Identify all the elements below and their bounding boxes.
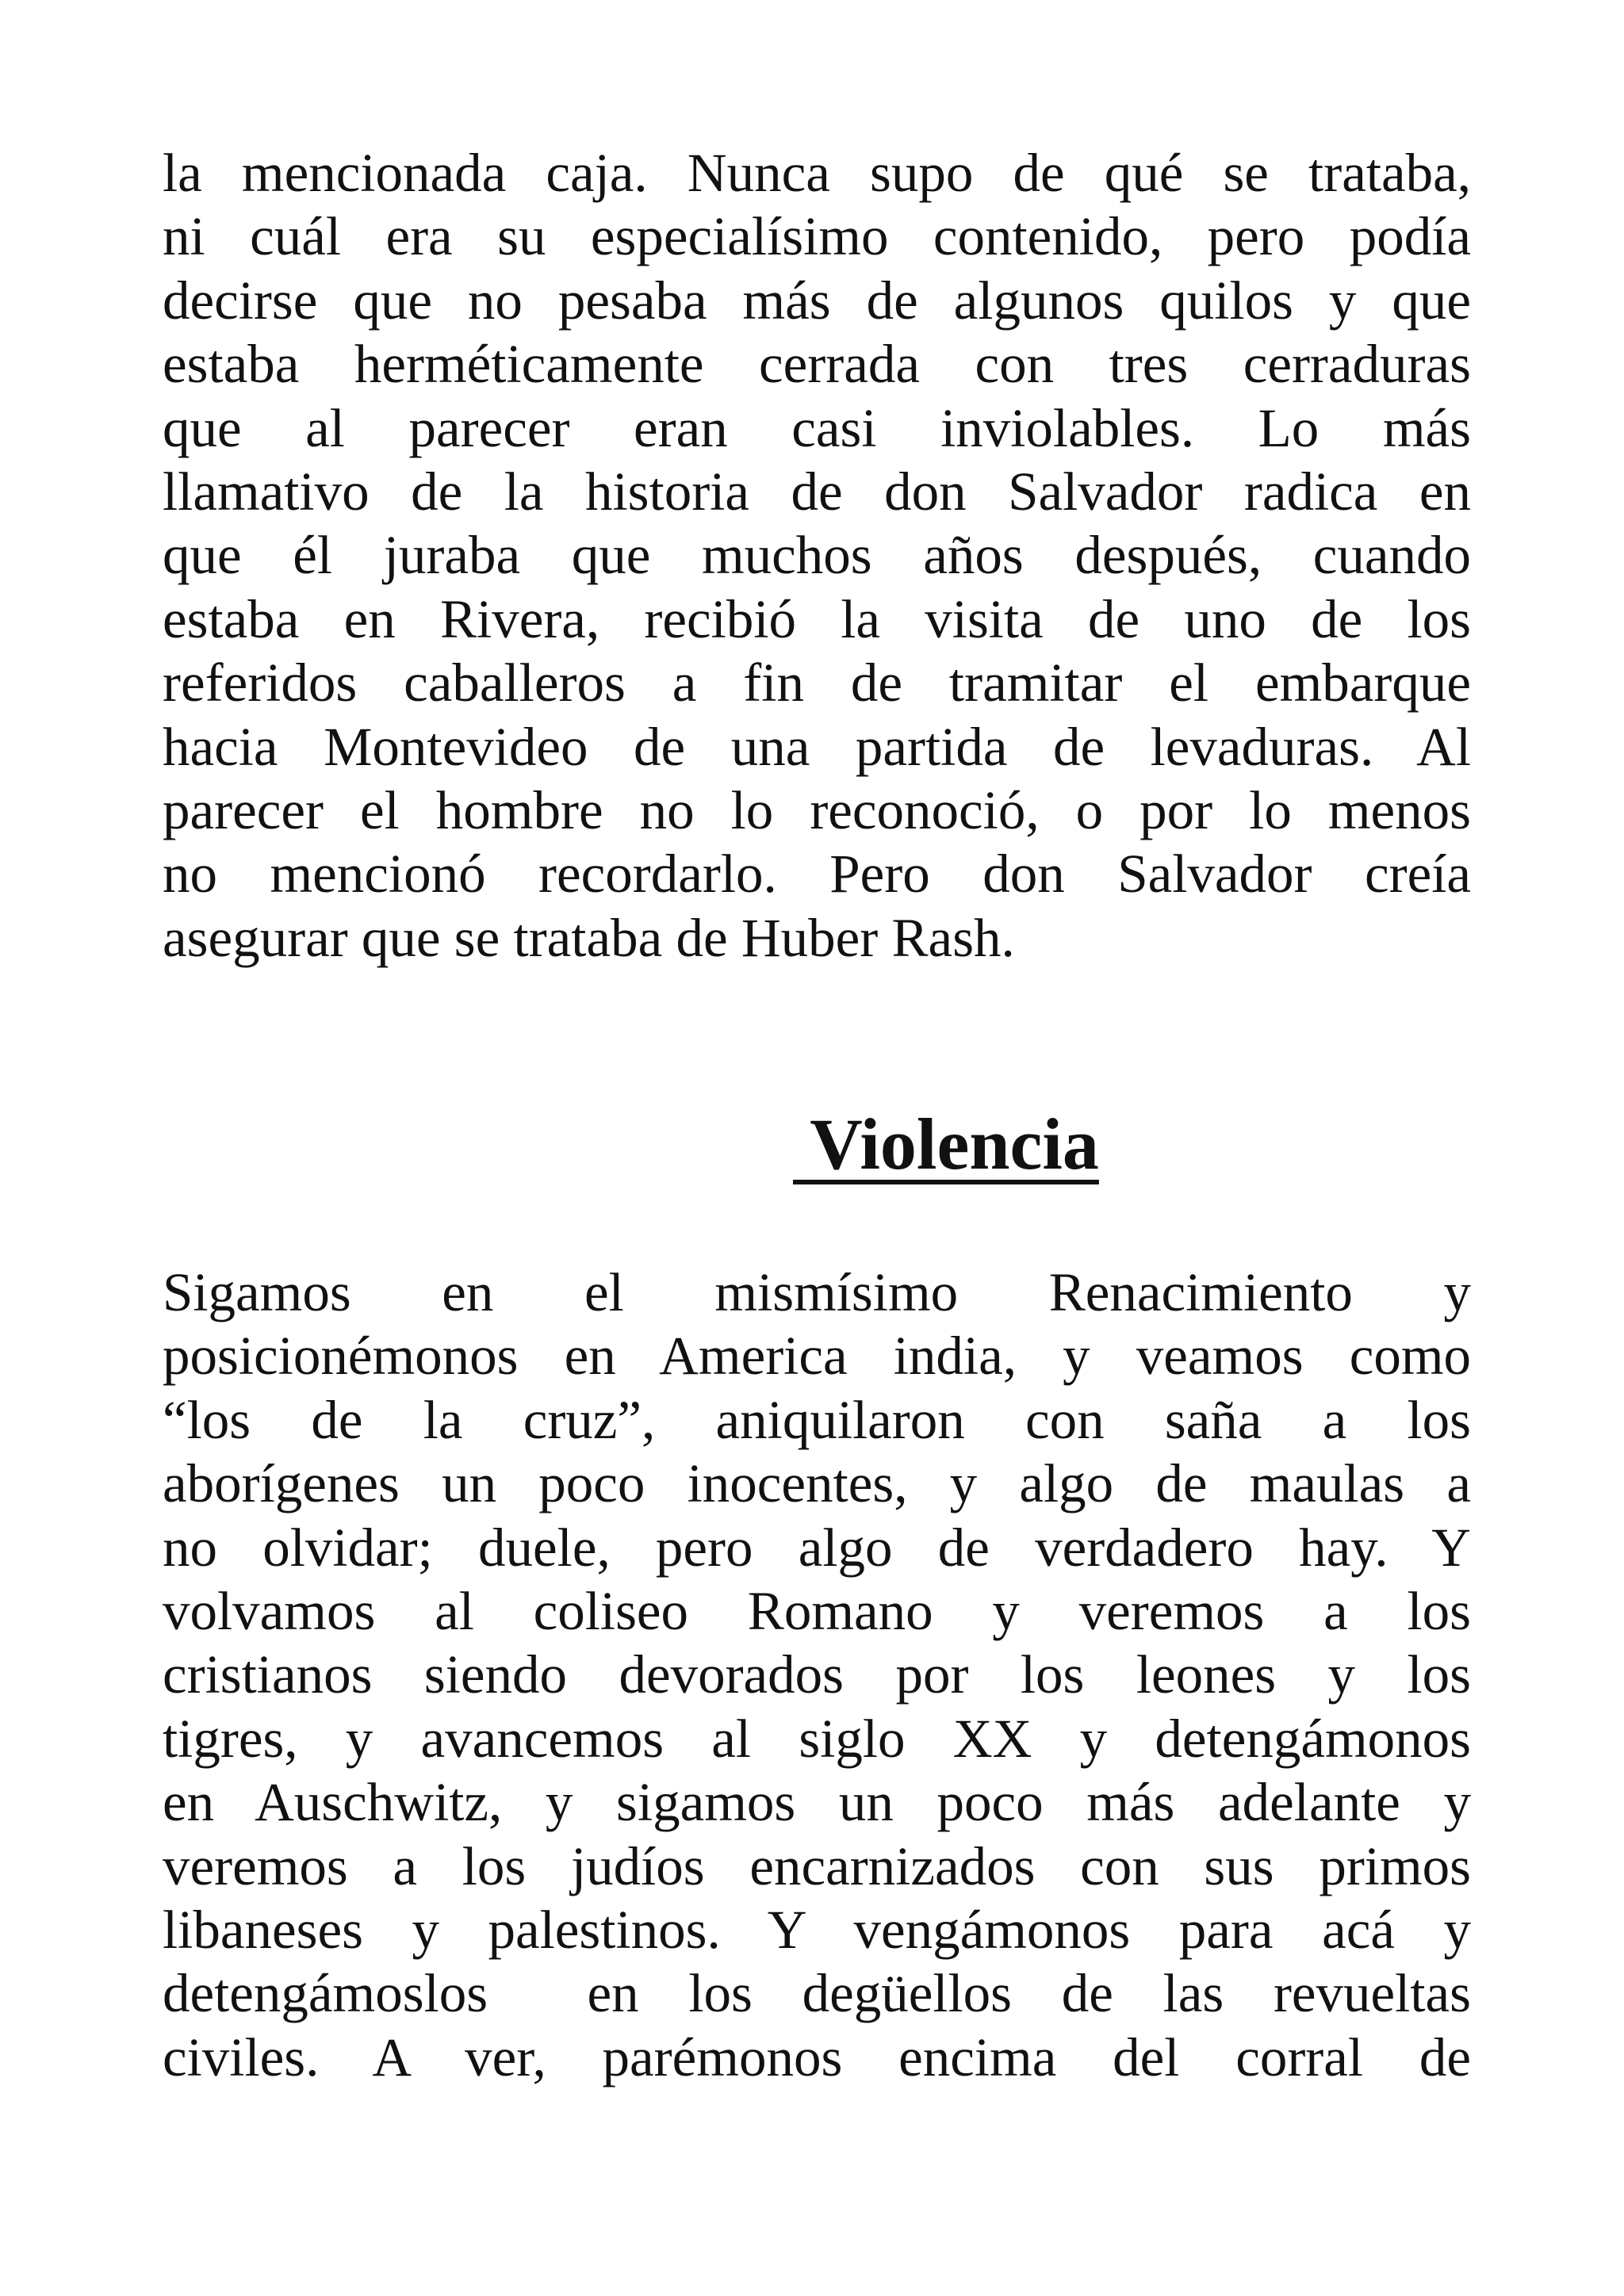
text-line: “los de la cruz”, aniquilaron con saña a los — [163, 1389, 1471, 1450]
text-line: estaba herméticamente cerrada con tres cerraduras — [163, 334, 1471, 395]
text-line: parecer el hombre no lo reconoció, o por lo menos — [163, 779, 1471, 840]
text-line: referidos caballeros a fin de tramitar el embarque — [163, 652, 1471, 714]
paragraph-caja — [163, 141, 1471, 970]
text-line: civiles. A ver, parémonos encima del corral de — [163, 2026, 1471, 2087]
text-line: cristianos siendo devorados por los leones y los — [163, 1644, 1471, 1705]
text-line: la mencionada caja. Nunca supo de qué se trataba, — [163, 143, 1471, 203]
text-line: no mencionó recordarlo. Pero don Salvador creía — [163, 844, 1471, 905]
text-line: detengámoslos en los degüellos de las revueltas — [163, 1963, 1471, 2024]
text-line: que al parecer eran casi inviolables. Lo más — [163, 397, 1471, 458]
text-line: libaneses y palestinos. Y vengámonos para acá y — [163, 1899, 1471, 1960]
text-line: estaba en Rivera, recibió la visita de uno de los — [163, 588, 1471, 649]
text-line: aborígenes un poco inocentes, y algo de maulas a — [163, 1453, 1471, 1514]
text-line: veremos a los judíos encarnizados con sus primos — [163, 1835, 1471, 1896]
text-line: posicionémonos en America india, y veamos como — [163, 1326, 1471, 1387]
text-line: ni cuál era su especialísimo contenido, pero podía — [163, 206, 1471, 267]
paragraph-violencia — [163, 1261, 1471, 2089]
text-line: que él juraba que muchos años después, cuando — [163, 525, 1471, 586]
text-line: hacia Montevideo de una partida de levaduras. Al — [163, 716, 1471, 777]
text-line: volvamos al coliseo Romano y veremos a los — [163, 1580, 1471, 1641]
section-heading: Violencia — [793, 1104, 1099, 1184]
text-line: Sigamos en el mismísimo Renacimiento y — [163, 1262, 1471, 1322]
text-line: en Auschwitz, y sigamos un poco más adelante y — [163, 1772, 1471, 1833]
text-line: decirse que no pesaba más de algunos quilos y que — [163, 270, 1471, 331]
text-line: tigres, y avancemos al siglo XX y detengámonos — [163, 1708, 1471, 1769]
text-line: llamativo de la historia de don Salvador radica en — [163, 461, 1471, 522]
text-line: asegurar que se trataba de Huber Rash. — [163, 907, 1015, 968]
text-line: no olvidar; duele, pero algo de verdadero hay. Y — [163, 1517, 1471, 1578]
